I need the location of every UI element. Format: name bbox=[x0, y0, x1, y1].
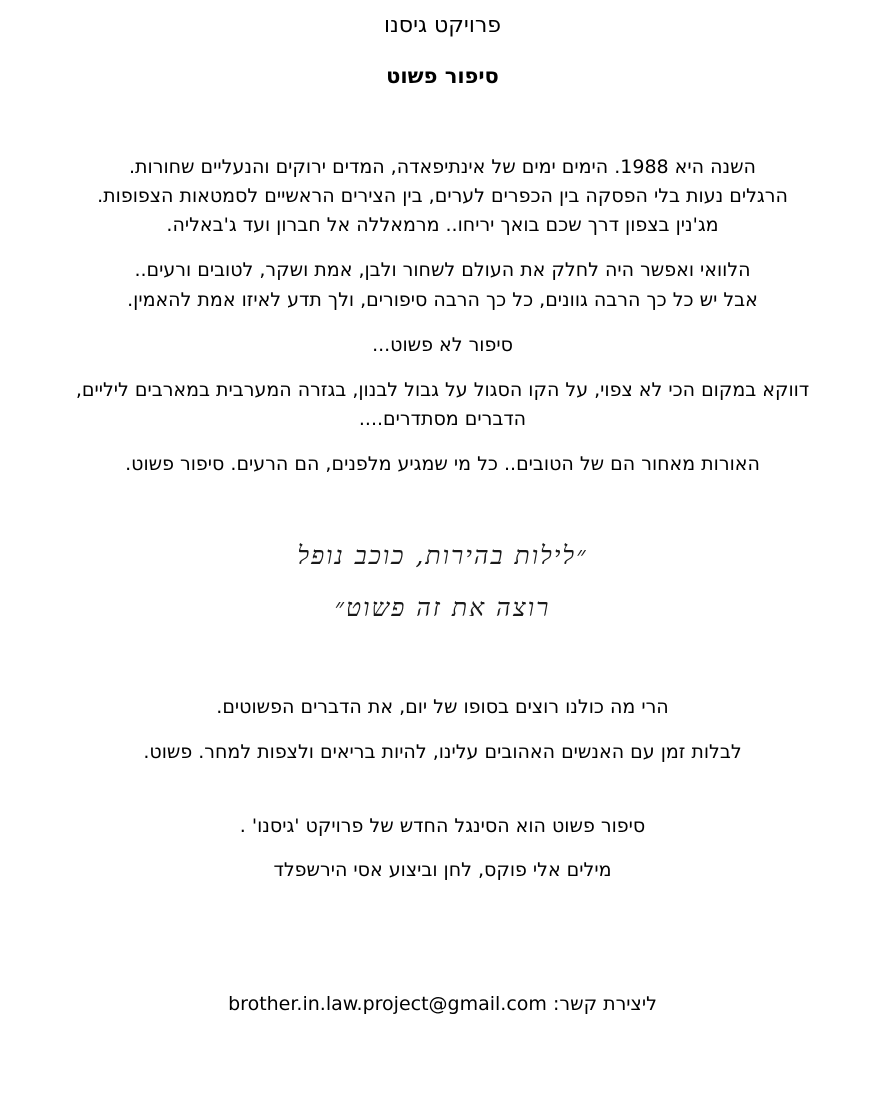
para4-line-2: הדברים מסתדרים.... bbox=[358, 408, 527, 430]
contact-label: ליצירת קשר: bbox=[552, 993, 657, 1015]
para3-line: סיפור לא פשוט... bbox=[372, 334, 513, 356]
project-name: פרויקט גיסנו bbox=[383, 13, 501, 38]
para2-line-1: הלוואי ואפשר היה לחלק את העולם לשחור ולבן, אמת ושקר, לטובים ורעים.. bbox=[134, 259, 751, 281]
credits-line-1: סיפור פשוט הוא הסינגל החדש של פרויקט 'גיסנו' . bbox=[239, 815, 646, 837]
intro-line-1: השנה היא 1988. הימים ימים של אינתיפאדה, המדים ירוקים והנעליים שחורות. bbox=[129, 156, 756, 178]
closing-line-2: לבלות זמן עם האנשים האהובים עלינו, להיות בריאים ולצפות למחר. פשוט. bbox=[143, 741, 742, 763]
closing-line-1: הרי מה כולנו רוצים בסופו של יום, את הדברים הפשוטים. bbox=[216, 696, 669, 718]
lyric-quote-line-2: רוצה את זה פשוט״ bbox=[334, 593, 551, 622]
lyric-quote-line-1: ״לילות בהירות, כוכב נופל bbox=[297, 541, 588, 570]
para4-line-1: דווקא במקום הכי לא צפוי, על הקו הסגול על גבול לבנון, בגזרה המערבית במארבים ליליים, bbox=[75, 379, 810, 401]
para2-line-2: אבל יש כל כך הרבה גוונים, כל כך הרבה סיפורים, ולך תדע לאיזו אמת להאמין. bbox=[127, 289, 758, 311]
contact-email-link[interactable]: brother.in.law.project@gmail.com bbox=[228, 993, 547, 1015]
para5-line: האורות מאחור הם של הטובים.. כל מי שמגיע מלפנים, הם הרעים. סיפור פשוט. bbox=[125, 453, 760, 475]
contact-line bbox=[0, 992, 885, 1016]
credits-line-2: מילים אלי פוקס, לחן וביצוע אסי הירשפלד bbox=[273, 859, 612, 881]
song-title: סיפור פשוט bbox=[386, 64, 499, 88]
intro-line-3: מג'נין בצפון דרך שכם בואך יריחו.. מרמאללה אל חברון ועד ג'באליה. bbox=[166, 214, 719, 236]
intro-line-2: הרגלים נעות בלי הפסקה בין הכפרים לערים, בין הצירים הראשיים לסמטאות הצפופות. bbox=[97, 185, 788, 207]
